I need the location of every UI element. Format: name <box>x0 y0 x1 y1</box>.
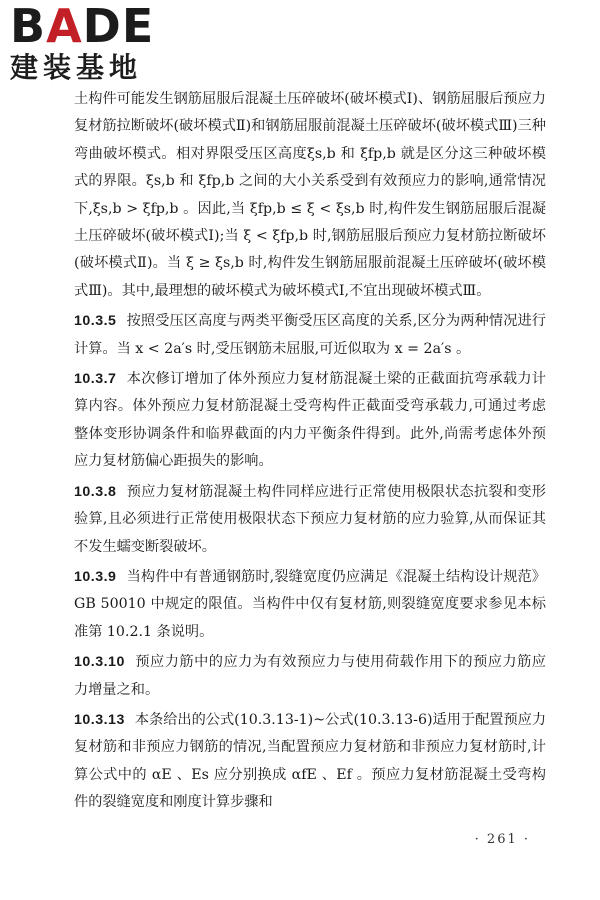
clause-text: 预应力筋中的应力为有效预应力与使用荷载作用下的预应力筋应力增量之和。 <box>74 654 546 698</box>
clause-10-3-13 <box>74 707 546 817</box>
clause-number: 10.3.13 <box>74 711 125 728</box>
brand-logo <box>10 2 154 84</box>
document-body <box>74 86 546 817</box>
clause-text: 本条给出的公式(10.3.13-1)~公式(10.3.13-6)适用于配置预应力复材筋和非预应力钢筋的情况,当配置预应力复材筋和非预应力复材筋时,计算公式中的 αE 、Es 应分别换成 αfE 、Ef 。预应力复材筋混凝土受弯构件的裂缝宽度和刚度计算步骤和 <box>74 711 547 811</box>
clause-number: 10.3.5 <box>74 313 117 330</box>
clause-text: 当构件中有普通钢筋时,裂缝宽度仍应满足《混凝土结构设计规范》GB 50010 中规定的限值。当构件中仅有复材筋,则裂缝宽度要求参见本标准第 10.2.1 条说明。 <box>74 568 546 640</box>
clause-number: 10.3.9 <box>74 568 117 585</box>
page-number: · 261 · <box>474 832 530 847</box>
clause-10-3-5 <box>74 308 546 363</box>
logo-wordmark: BADE <box>10 0 155 53</box>
intro-paragraph: 土构件可能发生钢筋屈服后混凝土压碎破坏(破坏模式Ⅰ)、钢筋屈服后预应力复材筋拉断破坏(破坏模式Ⅱ)和钢筋屈服前混凝土压碎破坏(破坏模式Ⅲ)三种弯曲破坏模式。相对界限受压区高度ξs,b 和 ξfp,b 就是区分这三种破坏模式的界限。ξs,b 和 ξfp,b 之间的大小关系受到有效预应力的影响,通常情况下,ξs,b > ξfp,b 。因此,当 ξfp,b ≤ ξ < ξs,b 时,构件发生钢筋屈服后混凝土压碎破坏(破坏模式Ⅰ);当 ξ < ξfp,b 时,钢筋屈服后预应力复材筋拉断破坏(破坏模式Ⅱ)。当 ξ ≥ ξs,b 时,构件发生钢筋屈服前混凝土压碎破坏(破坏模式Ⅲ)。其中,最理想的破坏模式为破坏模式Ⅰ,不宜出现破坏模式Ⅲ。 <box>74 91 546 299</box>
clause-10-3-9 <box>74 564 546 646</box>
clause-10-3-7 <box>74 366 546 476</box>
logo-subtitle: 建装基地 <box>10 51 143 84</box>
clause-number: 10.3.8 <box>74 483 117 500</box>
clause-number: 10.3.10 <box>74 654 125 671</box>
clause-text: 本次修订增加了体外预应力复材筋混凝土梁的正截面抗弯承载力计算内容。体外预应力复材筋混凝土受弯构件正截面受弯承载力,可通过考虑整体变形协调条件和临界截面的内力平衡条件得到。此外,尚需考虑体外预应力复材筋偏心距损失的影响。 <box>74 371 546 470</box>
clause-10-3-10 <box>74 649 546 704</box>
clause-10-3-8 <box>74 479 546 561</box>
clause-number: 10.3.7 <box>74 371 117 388</box>
clause-text: 预应力复材筋混凝土构件同样应进行正常使用极限状态抗裂和变形验算,且必须进行正常使用极限状态下预应力复材筋的应力验算,从而保证其不发生蠕变断裂破坏。 <box>74 483 546 555</box>
clause-text: 按照受压区高度与两类平衡受压区高度的关系,区分为两种情况进行计算。当 x < 2a′s 时,受压钢筋未屈服,可近似取为 x = 2a′s 。 <box>74 313 546 357</box>
